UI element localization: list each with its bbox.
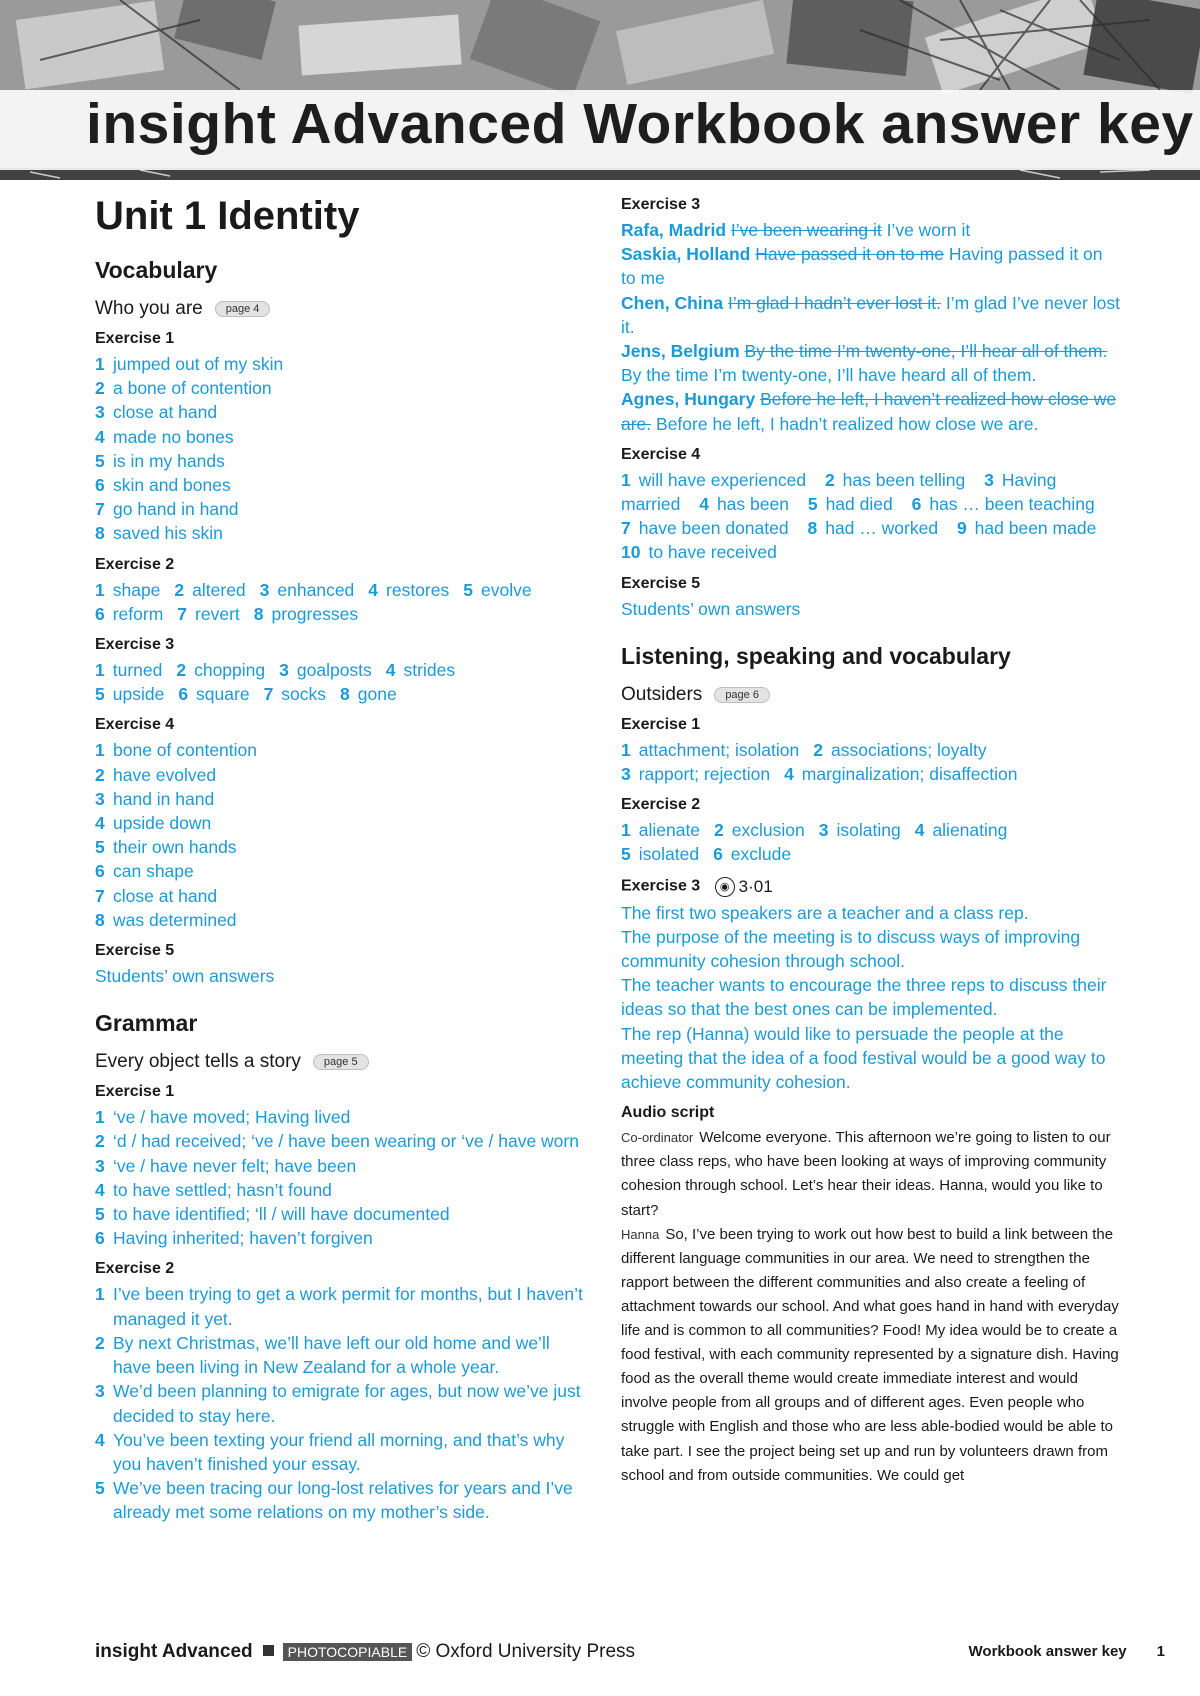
corrected-text: I’ve worn it [881,220,971,240]
item-text: had been made [974,518,1097,539]
item-text: have been donated [638,518,789,539]
struck-text: Before he left, I haven’t realized how close we are. [621,389,1117,434]
item-text: chopping [194,660,266,681]
answer-rows [95,658,590,706]
item-number: 3 [984,469,994,490]
answer-item [915,820,1008,840]
answer-list [95,352,590,546]
answer-item [621,470,806,490]
page-badge: page 6 [714,687,770,703]
item-number: 8 [95,909,105,930]
item-text: strides [403,660,456,681]
list-item [95,1226,590,1250]
corrected-text: By the time I’m twenty-one, I’ll have heard all of them. [621,365,1037,386]
item-text: evolve [480,579,532,600]
correction-item [621,387,1121,435]
answer-item [825,470,965,490]
item-number: 3 [259,579,270,600]
answer-rows [621,818,1121,866]
exercise-heading: Exercise 1 [621,715,701,733]
item-text: marginalization; disaffection [801,764,1018,785]
item-text: gone [357,684,397,705]
answer-item [808,494,893,514]
script-text: So, I’ve been trying to work out how best to build a link between the different language communities in our area. We need to strengthen the rapport between the different communities and also create a feeling of attachment towards our school. And what goes hand in hand with everyday life and is common to all communities? Food! My idea would be to create a food festival, with each community represented by a signature dish. Having food as the overall theme would create immediate interest and would involve people from all groups and of different ages. Even people who struggle with English and those who are less able-bodied would be able to take part. I see the project being set up and run by volunteers drawn from school and from outside communities. We could get [621,1225,1119,1484]
item-number: 1 [95,354,105,374]
item-number: 2 [95,378,105,399]
right-column [621,196,1121,1488]
answer-item [95,660,162,680]
exercise-heading: Exercise 2 [621,796,701,814]
answer-item [807,518,938,538]
item-text: attachment; isolation [638,739,800,760]
correction-item [621,291,1121,339]
item-number: 1 [95,740,105,761]
exercise-heading: Exercise 2 [95,555,175,573]
item-text: square [196,684,250,705]
item-number: 5 [95,837,105,858]
item-number: 6 [178,684,189,705]
grammar-heading: Grammar [95,1010,198,1037]
answer-item [912,494,1095,514]
item-text: close at hand [113,402,218,423]
item-text: progresses [271,603,359,624]
item-text: upside [112,684,165,705]
item-number: 1 [95,1107,105,1128]
exercise-heading: Exercise 1 [95,1083,175,1101]
item-text: socks [281,684,327,705]
item-number: 1 [621,739,631,760]
item-text: has been [716,494,789,515]
answer-rows [95,578,590,626]
grammar-subheading [95,1051,590,1073]
item-text: altered [192,579,246,600]
item-number: 7 [263,684,274,705]
item-number: 5 [95,1204,105,1225]
corrected-text: Having passed it on to me [621,244,1103,289]
item-number: 1 [621,820,631,841]
answer-item [368,580,449,600]
list-item [95,1379,590,1427]
answer-item [176,660,265,680]
answer-list [95,738,590,932]
answer-paragraph: The purpose of the meeting is to discuss ways of improving community cohesion through school. [621,926,1081,972]
answer-item [463,580,531,600]
item-text: can shape [113,861,194,882]
list-item [95,1154,590,1178]
item-text: will have experienced [638,469,807,490]
answer-item [621,518,789,538]
item-number: 2 [813,739,823,760]
item-number: 2 [824,469,835,490]
answer-row [621,818,1121,842]
footer-publisher: © Oxford University Press [416,1641,636,1662]
item-number: 3 [95,402,105,423]
item-number: 8 [807,518,818,539]
answer-item [95,684,164,704]
listening-subheading [621,684,1121,706]
item-text: ‘d / had received; ‘ve / have been wearing or ‘ve / have worn [113,1131,579,1152]
vocabulary-heading: Vocabulary [95,257,218,283]
item-text: ‘ve / have moved; Having lived [113,1107,351,1128]
struck-text: By the time I’m twenty-one, I’ll hear all of them. [744,341,1108,362]
item-number: 1 [95,660,105,681]
item-number: 4 [914,820,925,841]
item-number: 4 [95,426,105,447]
answer-list [95,1282,590,1524]
struck-text: Have passed it on to me [755,244,944,265]
answer-text: Students’ own answers [95,966,275,987]
item-text: alienate [638,820,701,841]
item-number: 6 [713,844,723,865]
item-text: revert [195,603,240,624]
page-title: insight Advanced Workbook answer key [86,92,1194,156]
item-text: isolated [638,844,700,865]
audio-script [621,1126,1121,1487]
item-number: 2 [174,579,185,600]
list-item [95,811,590,835]
page-number: 1 [1156,1643,1165,1660]
script-text: Welcome everyone. This afternoon we’re going to listen to our three class reps, who have been looking at ways of improving community cohesion through school. Let’s hear their ideas. Hanna, would you like to start? [621,1129,1111,1219]
item-text: rapport; rejection [638,764,771,785]
listening-subheading-text: Outsiders [621,683,703,705]
item-text: Having inherited; haven’t forgiven [113,1228,373,1249]
item-text: Having married [621,469,1057,515]
item-number: 6 [95,603,105,624]
list-item [95,1105,590,1129]
correction-item [621,218,1121,242]
item-number: 7 [95,885,105,906]
list-item [95,400,590,424]
item-text: I’ve been trying to get a work permit for months, but I haven’t managed it yet. [113,1284,583,1329]
corrected-text: I’m glad I’ve never lost it. [621,292,1120,337]
item-number: 10 [621,542,641,563]
answer-item [957,518,1096,538]
answer-item [621,740,799,760]
item-text: saved his skin [113,523,223,544]
item-text: has … been teaching [929,494,1095,515]
answer-item [699,494,789,514]
list-item [95,1178,590,1202]
list-item [95,1282,590,1330]
item-number: 4 [784,764,794,785]
page-footer [95,1641,1165,1667]
list-item [95,1476,590,1524]
square-icon [263,1645,274,1656]
answer-item [340,684,397,704]
speaker-label: Hanna [621,1226,660,1242]
item-text: restores [386,579,450,600]
item-text: go hand in hand [113,499,239,520]
item-number: 8 [253,603,264,624]
item-number: 6 [95,861,105,882]
exercise-heading: Exercise 3 [621,196,701,213]
item-text: upside down [113,813,212,834]
item-number: 2 [95,1332,105,1353]
list-item [95,473,590,497]
item-number: 5 [95,450,105,471]
answer-item [254,604,358,624]
answer-item [174,580,245,600]
item-text: is in my hands [113,450,225,471]
list-item [95,449,590,473]
item-text: has been telling [842,469,966,490]
item-text: to have identified; ‘ll / will have documented [113,1204,450,1225]
item-number: 5 [95,684,105,705]
list-item [95,1202,590,1226]
item-text: associations; loyalty [830,739,987,760]
item-number: 1 [621,469,631,490]
answer-paragraph: The teacher wants to encourage the three reps to discuss their ideas so that the best ones can be implemented. [621,975,1107,1020]
item-number: 9 [956,518,967,539]
answer-item [95,604,163,624]
list-item [95,1428,590,1476]
exercise-heading-audio [621,877,1121,897]
answer-item [95,580,160,600]
item-text: exclude [730,844,792,865]
answer-item [713,844,791,864]
answer-item [813,740,986,760]
item-number: 4 [95,1179,105,1200]
correction-item [621,339,1121,387]
item-number: 5 [807,494,818,515]
list-item [95,859,590,883]
answer-item [784,764,1017,784]
item-text: close at hand [113,885,218,906]
audio-track-number: 3·01 [738,876,773,896]
exercise-heading-text: Exercise 3 [621,877,701,895]
photocopiable-badge: PHOTOCOPIABLE [283,1643,413,1661]
answer-item [621,844,699,864]
struck-text: I’ve been wearing it [730,220,882,240]
speaker-name: Jens, Belgium [621,341,740,362]
answer-item [819,820,901,840]
list-item [95,884,590,908]
speaker-label: Co-ordinator [621,1130,694,1146]
correction-item [621,242,1121,290]
answer-item [621,820,700,840]
item-text: ‘ve / have never felt; have been [113,1155,357,1176]
item-text: bone of contention [113,740,258,761]
speaker-name: Chen, China [621,292,724,313]
answer-rows [621,738,1121,786]
item-text: shape [112,579,161,600]
item-text: We’ve been tracing our long-lost relatives for years and I’ve already met some relations on my mother’s side. [113,1478,573,1523]
item-number: 3 [279,660,289,681]
item-number: 4 [699,494,709,515]
answer-flow [621,468,1121,565]
item-number: 7 [95,499,105,520]
answer-item [177,604,239,624]
answer-paragraph: The rep (Hanna) would like to persuade the people at the meeting that the idea of a food festival would be a good way to achieve community cohesion. [621,1023,1106,1093]
answer-text: Students’ own answers [621,598,801,619]
answer-item [178,684,249,704]
item-text: isolating [836,820,901,841]
answer-list [95,1105,590,1250]
exercise-heading: Exercise 4 [621,445,701,463]
answer-row [95,682,590,706]
item-number: 6 [95,1228,105,1249]
item-text: You’ve been texting your friend all morning, and that’s why you haven’t finished your essay. [113,1429,565,1474]
exercise-heading: Exercise 4 [95,716,175,734]
item-text: We’d been planning to emigrate for ages, but now we’ve just decided to stay here. [113,1381,581,1426]
audio-script-heading: Audio script [621,1104,715,1122]
item-number: 4 [368,579,379,600]
answer-item [714,820,805,840]
item-number: 4 [95,813,105,834]
exercise-heading: Exercise 1 [95,330,175,347]
answer-row [95,658,590,682]
grammar-subheading-text: Every object tells a story [95,1051,301,1073]
item-number: 4 [95,1429,105,1450]
speaker-name: Agnes, Hungary [621,389,756,410]
answer-item [621,764,770,784]
left-column [95,190,590,1525]
item-number: 2 [176,660,187,681]
item-text: had died [825,494,893,515]
list-item [95,763,590,787]
item-number: 5 [463,579,473,600]
item-number: 4 [385,660,396,681]
exercise-heading: Exercise 2 [95,1260,175,1278]
item-number: 1 [95,579,105,600]
item-number: 3 [95,1155,105,1176]
vocabulary-subheading-text: Who you are [95,298,203,319]
exercise-heading: Exercise 5 [95,942,175,960]
list-item [95,908,590,932]
item-text: made no bones [113,426,234,447]
struck-text: I’m glad I hadn’t ever lost it. [727,292,941,313]
item-text: their own hands [113,837,237,858]
unit-title: Unit 1 Identity [95,194,360,238]
item-number: 3 [621,764,631,785]
item-text: skin and bones [113,475,231,496]
exercise-heading: Exercise 3 [95,636,175,654]
item-number: 3 [818,820,829,841]
speaker-name: Saskia, Holland [621,244,751,265]
item-text: alienating [932,820,1008,841]
item-text: enhanced [277,579,355,600]
answer-paragraph: The first two speakers are a teacher and a class rep. [621,902,1029,923]
vocabulary-subheading [95,298,590,320]
item-number: 5 [621,844,631,865]
list-item [95,376,590,400]
item-number: 3 [95,1381,105,1402]
correction-list [621,218,1121,436]
answer-row [95,602,590,626]
footer-label: Workbook answer key [968,1643,1127,1660]
item-number: 7 [177,603,188,624]
list-item [95,521,590,545]
item-number: 2 [95,764,105,785]
item-number: 7 [621,518,631,539]
answer-row [621,738,1121,762]
answer-paragraphs [621,901,1121,1095]
item-text: was determined [113,909,237,930]
item-text: By next Christmas, we’ll have left our old home and we’ll have been living in New Zealand for a whole year. [113,1332,550,1378]
item-number: 6 [95,475,105,496]
item-text: have evolved [113,764,217,785]
item-text: to have settled; hasn’t found [113,1179,332,1200]
item-number: 8 [95,523,105,544]
answer-item [621,542,777,562]
item-text: hand in hand [113,788,215,809]
answer-row [621,842,1121,866]
item-text: had … worked [825,518,939,539]
exercise-heading: Exercise 5 [621,574,701,592]
page-badge: page 4 [215,301,271,317]
audio-cd-icon: ◉ [715,877,735,897]
answer-item [264,684,326,704]
list-item [95,835,590,859]
item-text: exclusion [731,820,805,841]
list-item [95,425,590,449]
answer-item [386,660,455,680]
list-item [95,1331,590,1379]
answer-row [95,578,590,602]
audio-track [715,877,773,897]
footer-brand: insight Advanced [95,1641,253,1662]
footer-right [969,1643,1165,1660]
list-item [95,787,590,811]
item-number: 6 [911,494,922,515]
item-number: 3 [95,788,105,809]
answer-item [260,580,355,600]
corrected-text: Before he left, I hadn’t realized how close we are. [651,413,1039,434]
speaker-name: Rafa, Madrid [621,220,727,240]
item-text: reform [112,603,164,624]
item-text: jumped out of my skin [113,354,284,374]
list-item [95,352,590,376]
item-text: to have received [648,542,777,563]
item-text: turned [112,660,163,681]
item-text: a bone of contention [113,378,272,399]
item-number: 8 [340,684,350,705]
page-badge: page 5 [313,1054,369,1070]
answer-item [279,660,372,680]
listening-heading: Listening, speaking and vocabulary [621,642,1011,669]
list-item [95,738,590,762]
list-item [95,1129,590,1153]
item-number: 2 [95,1131,105,1152]
item-number: 1 [95,1284,105,1305]
item-number: 5 [95,1478,105,1499]
answer-row [621,762,1121,786]
item-text: goalposts [296,660,372,681]
script-line [621,1223,1121,1488]
script-line [621,1126,1121,1222]
list-item [95,497,590,521]
item-number: 2 [714,820,724,841]
